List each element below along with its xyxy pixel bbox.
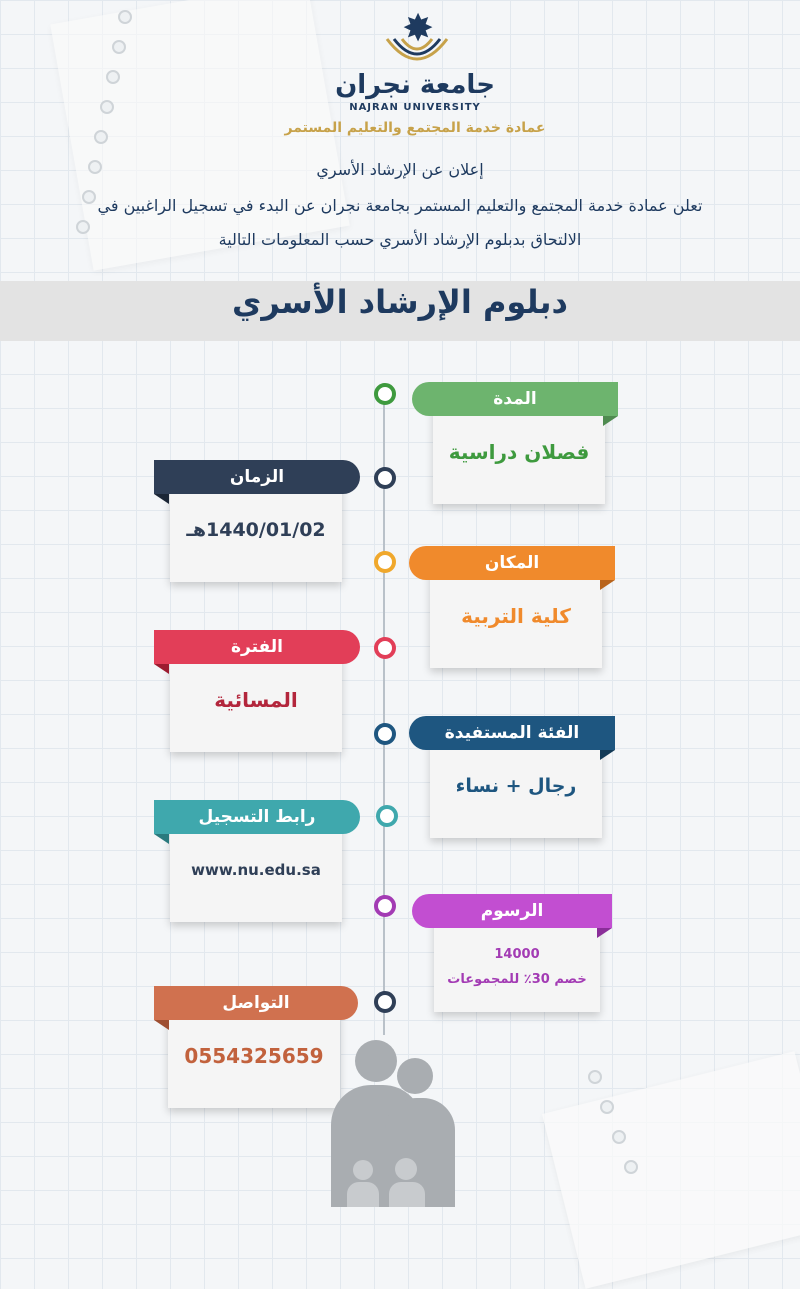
brand-name-en: NAJRAN UNIVERSITY: [349, 102, 481, 113]
registration-link[interactable]: www.nu.edu.sa: [191, 861, 321, 879]
family-silhouette-icon: [325, 1040, 460, 1207]
audience-value: رجال + نساء: [455, 775, 577, 797]
place-label: المكان: [409, 546, 615, 580]
audience-label: الفئة المستفيدة: [409, 716, 615, 750]
timeline-dot-fees: [374, 895, 396, 917]
timeline-line: [383, 395, 385, 1035]
star-icon: ✸: [402, 6, 434, 50]
timeline-dot-time: [374, 467, 396, 489]
fees-label: الرسوم: [412, 894, 612, 928]
time-label: الزمان: [154, 460, 360, 494]
timeline-dot-link: [376, 805, 398, 827]
brand-name-ar: جامعة نجران: [335, 70, 495, 100]
announcement-title: إعلان عن الإرشاد الأسري: [316, 160, 484, 179]
duration-label: المدة: [412, 382, 618, 416]
logo-arcs-icon: [382, 34, 452, 74]
period-label: الفترة: [154, 630, 360, 664]
fees-value: 14000: [494, 947, 540, 962]
announcement-line-2: الالتحاق بدبلوم الإرشاد الأسري حسب المعلومات التالية: [218, 230, 582, 249]
contact-phone[interactable]: 0554325659: [184, 1044, 324, 1068]
time-value: 1440/01/02هـ: [186, 519, 326, 541]
duration-value: فصلان دراسية: [448, 440, 590, 464]
diploma-title: دبلوم الإرشاد الأسري: [232, 283, 568, 321]
place-value: كلية التربية: [461, 604, 571, 628]
deanship-name: عمادة خدمة المجتمع والتعليم المستمر: [284, 120, 546, 136]
timeline-dot-audience: [374, 723, 396, 745]
period-value: المسائية: [214, 688, 298, 712]
decor-paper-bottom-right: [542, 1051, 800, 1289]
timeline-dot-period: [374, 637, 396, 659]
contact-label: التواصل: [154, 986, 358, 1020]
link-label: رابط التسجيل: [154, 800, 360, 834]
timeline-dot-contact: [374, 991, 396, 1013]
timeline-dot-duration: [374, 383, 396, 405]
timeline-dot-place: [374, 551, 396, 573]
fees-discount: خصم 30٪ للمجموعات: [447, 972, 587, 987]
announcement-line-1: تعلن عمادة خدمة المجتمع والتعليم المستمر بجامعة نجران عن البدء في تسجيل الراغبين في: [97, 196, 703, 215]
